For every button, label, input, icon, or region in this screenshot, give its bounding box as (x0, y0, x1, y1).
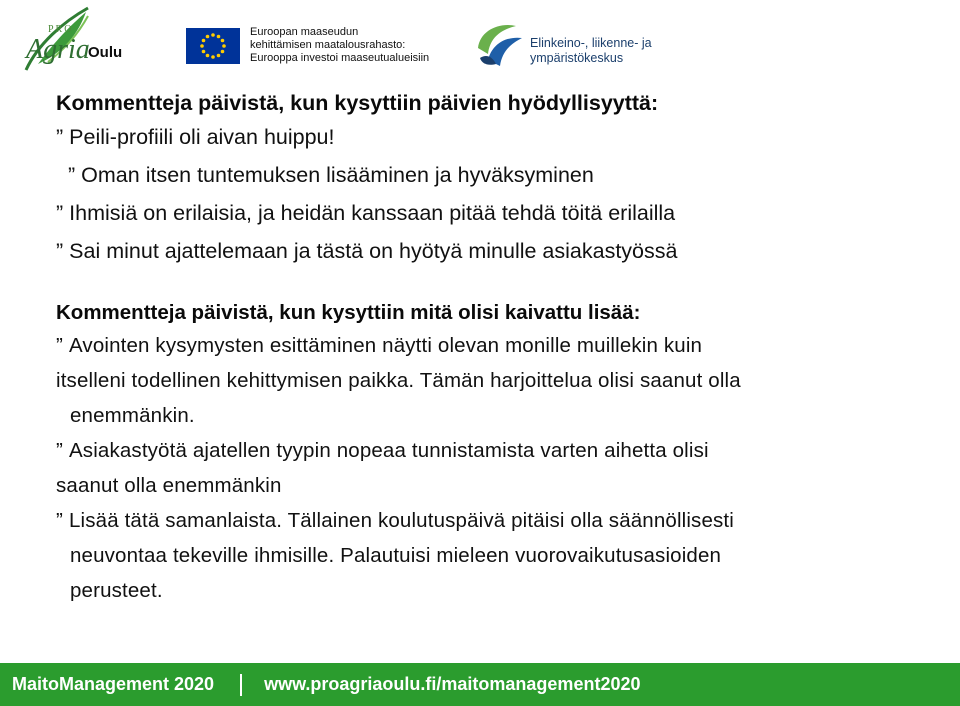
proagria-oulu-logo (8, 4, 158, 78)
quote-bullet: ” (56, 125, 64, 149)
footer-bar (0, 663, 960, 706)
comment-line: saanut olla enemmänkin (56, 474, 282, 497)
section1-item-text: Sai minut ajattelemaan ja tästä on hyötyä minulle asiakastyössä (69, 239, 678, 263)
section1-item (56, 118, 936, 156)
eu-text-line2: kehittämisen maatalousrahasto: (250, 39, 406, 51)
footer-divider (240, 674, 242, 696)
comment-line: Avointen kysymysten esittäminen näytti olevan monille muillekin kuin (68, 334, 703, 357)
section1-item-text: Peili-profiili oli aivan huippu! (69, 125, 335, 149)
eu-text-line3: Eurooppa investoi maaseutualueisiin (250, 52, 430, 64)
footer-brand: MaitoManagement 2020 (12, 674, 215, 694)
comment-paragraph-3 (56, 503, 936, 608)
section2-heading: Kommentteja päivistä, kun kysyttiin mitä olisi kaivattu lisää: (56, 301, 641, 324)
eu-text-line1: Euroopan maaseudun (250, 26, 359, 38)
quote-bullet: ” (68, 163, 76, 187)
ely-text-line2: ympäristökeskus (530, 51, 624, 65)
section1-heading: Kommentteja päivistä, kun kysyttiin päivien hyödyllisyyttä: (56, 91, 659, 115)
logo-oulu-text: Oulu (88, 44, 123, 61)
comment-line: enemmänkin. (70, 404, 195, 427)
quote-bullet: ” (56, 334, 63, 357)
ely-text-line1: Elinkeino-, liikenne- ja (530, 36, 652, 50)
quote-bullet: ” (56, 239, 64, 263)
comment-line: neuvontaa tekeville ihmisille. Palautuisi mieleen vuorovaikutusasioiden (70, 544, 722, 567)
comment-line: perusteet. (70, 579, 163, 602)
quote-bullet: ” (56, 509, 63, 532)
comment-line: Lisää tätä samanlaista. Tällainen koulutuspäivä pitäisi olla säännöllisesti (68, 509, 734, 532)
comment-line: Asiakastyötä ajatellen tyypin nopeaa tunnistamista varten aihetta olisi (68, 439, 709, 462)
footer-url-link[interactable]: www.proagriaoulu.fi/maitomanagement2020 (264, 674, 641, 694)
section1-item (56, 156, 936, 194)
eu-rural-fund-logo (186, 24, 436, 70)
ely-emblem-icon (470, 14, 528, 74)
eu-logo-text (250, 26, 429, 65)
quote-bullet: ” (56, 201, 64, 225)
slide-content (56, 84, 936, 608)
section1-item (56, 232, 936, 270)
header (0, 0, 960, 84)
section1-item-text: Oman itsen tuntemuksen lisääminen ja hyväksyminen (81, 163, 594, 187)
logo-agria-text: Agria (26, 34, 90, 65)
logo-pro-text: PRO (48, 24, 74, 35)
ely-centre-logo (470, 14, 670, 74)
eu-flag-icon (186, 28, 240, 64)
quote-bullet: ” (56, 439, 63, 462)
comment-paragraph-2 (56, 433, 936, 503)
ely-logo-text (530, 36, 652, 66)
section1-item-text: Ihmisiä on erilaisia, ja heidän kanssaan pitää tehdä töitä erilailla (69, 201, 676, 225)
comment-line: itselleni todellinen kehittymisen paikka. Tämän harjoittelua olisi saanut olla (56, 369, 741, 392)
section1-item (56, 194, 936, 232)
comment-paragraph-1 (56, 328, 936, 433)
